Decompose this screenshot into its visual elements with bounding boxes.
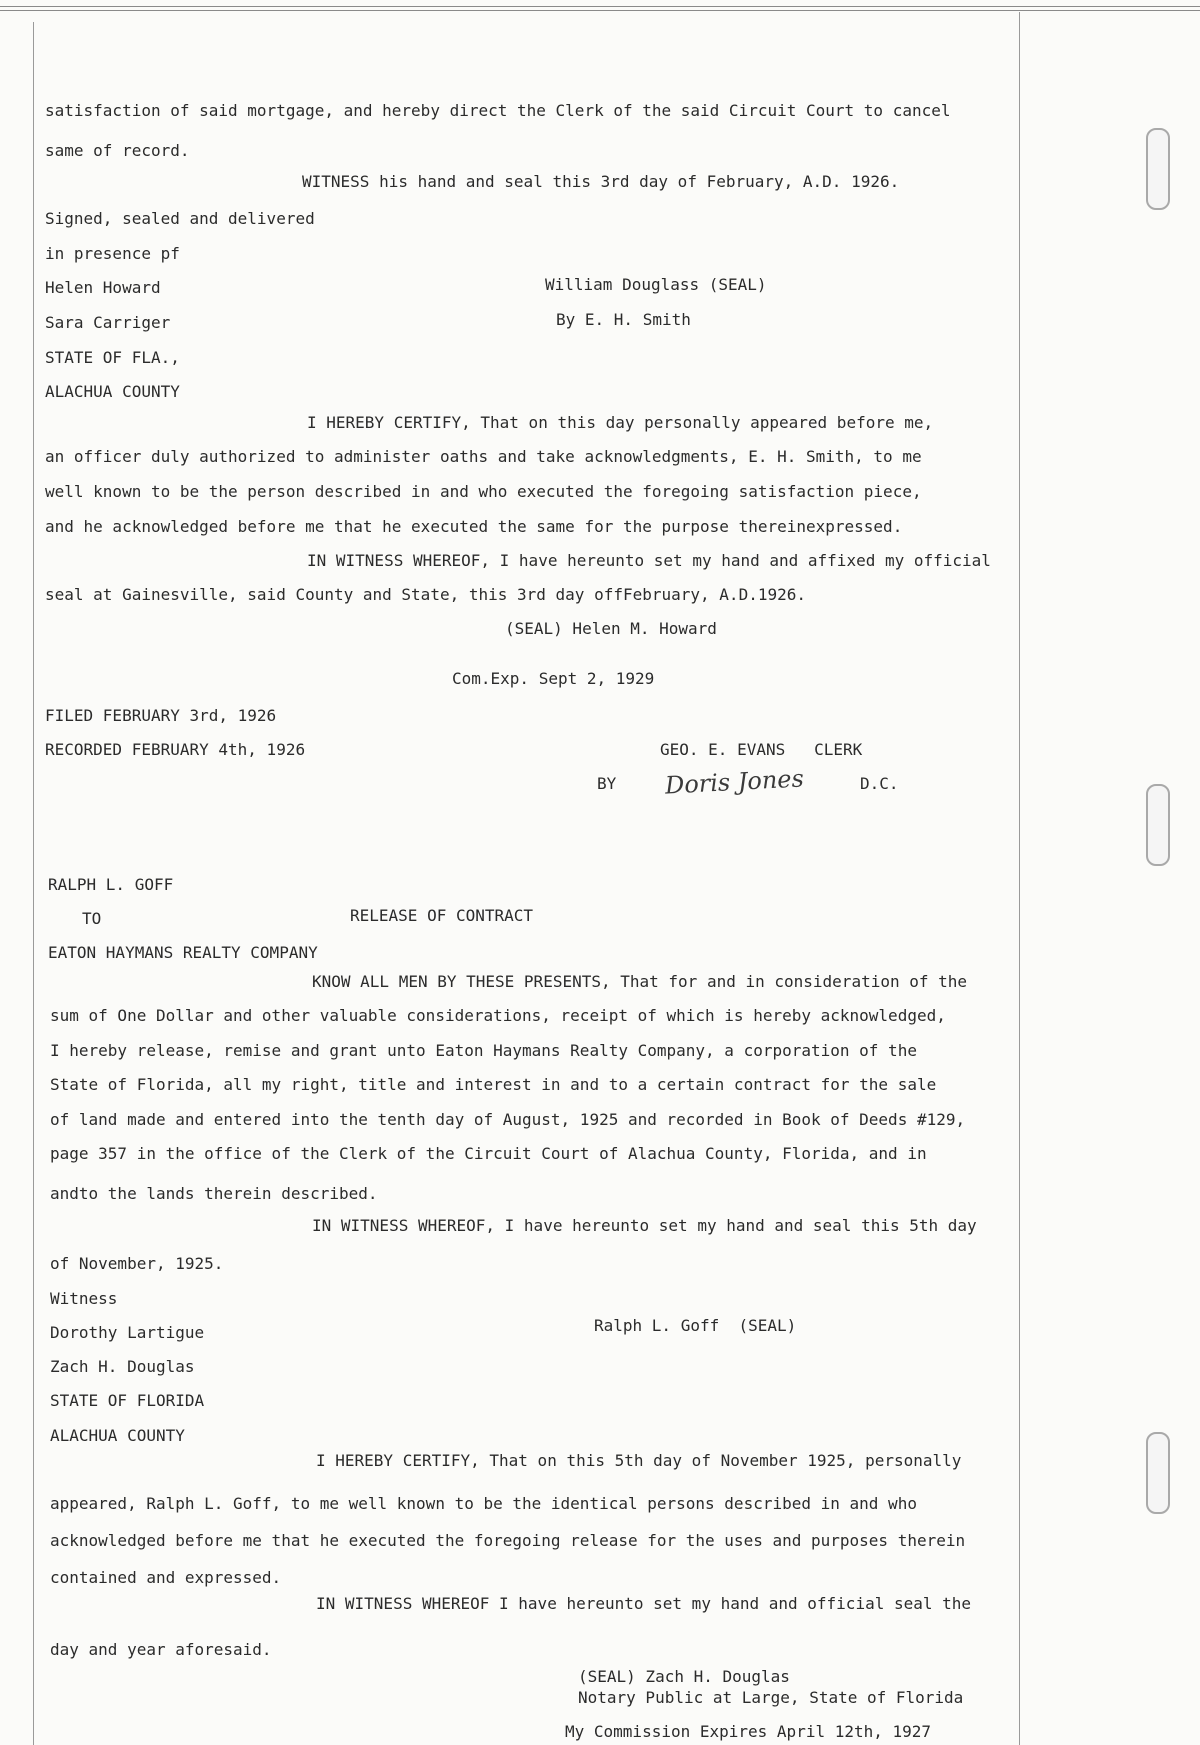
right-margin-line <box>1019 12 1020 1745</box>
release-line-8: IN WITNESS WHEREOF, I have hereunto set my hand and seal this 5th day <box>312 1216 977 1235</box>
release-line-1: KNOW ALL MEN BY THESE PRESENTS, That for and in consideration of the <box>312 972 968 991</box>
release-line-3: I hereby release, remise and grant unto Eaton Haymans Realty Company, a corporation of the <box>50 1041 917 1060</box>
clerk-name: GEO. E. EVANS CLERK <box>660 740 863 759</box>
release-line-4: State of Florida, all my right, title and interest in and to a certain contract for the sale <box>50 1075 937 1094</box>
top-border-line-2 <box>0 10 1200 11</box>
certify-line-4: and he acknowledged before me that he executed the same for the purpose thereinexpressed. <box>45 517 903 536</box>
signed-by-agent: By E. H. Smith <box>556 310 691 329</box>
to-label: TO <box>82 909 102 928</box>
release-line-5: of land made and entered into the tenth day of August, 1925 and recorded in Book of Deeds #129, <box>50 1110 966 1129</box>
certify2-line-6: day and year aforesaid. <box>50 1640 272 1659</box>
top-border-line <box>0 6 1200 7</box>
certify-line-6: seal at Gainesville, said County and State, this 3rd day offFebruary, A.D.1926. <box>45 585 806 604</box>
left-margin-line <box>33 22 34 1745</box>
release-line-2: sum of One Dollar and other valuable considerations, receipt of which is hereby acknowledged, <box>50 1006 946 1025</box>
filed-date: FILED FEBRUARY 3rd, 1926 <box>45 706 277 725</box>
notary2-commission: My Commission Expires April 12th, 1927 <box>565 1722 932 1741</box>
certify2-line-1: I HEREBY CERTIFY, That on this 5th day of November 1925, personally <box>316 1451 962 1470</box>
certify-line-1: I HEREBY CERTIFY, That on this day personally appeared before me, <box>307 413 934 432</box>
release-line-9: of November, 1925. <box>50 1254 224 1273</box>
signer-name: William Douglass (SEAL) <box>545 275 767 294</box>
certify2-line-2: appeared, Ralph L. Goff, to me well known to be the identical persons described in and who <box>50 1494 917 1513</box>
commission-expiry: Com.Exp. Sept 2, 1929 <box>452 669 655 688</box>
witness-name-2: Sara Carriger <box>45 313 171 332</box>
county-heading-2: ALACHUA COUNTY <box>50 1426 185 1445</box>
satisfaction-line-1: satisfaction of said mortgage, and hereby direct the Clerk of the said Circuit Court to cancel <box>45 101 951 120</box>
in-presence-line: in presence pf <box>45 244 180 263</box>
signed-sealed-line: Signed, sealed and delivered <box>45 209 315 228</box>
certify-line-3: well known to be the person described in and who executed the foregoing satisfaction piece, <box>45 482 922 501</box>
release-line-6: page 357 in the office of the Clerk of the Circuit Court of Alachua County, Florida, and in <box>50 1144 927 1163</box>
certify2-line-4: contained and expressed. <box>50 1568 282 1587</box>
binder-hole-1 <box>1146 128 1170 210</box>
binder-hole-3 <box>1146 1432 1170 1514</box>
deputy-clerk-label: D.C. <box>860 774 899 793</box>
by-label: BY <box>597 774 617 793</box>
satisfaction-line-2: same of record. <box>45 141 190 160</box>
release-line-7: andto the lands therein described. <box>50 1184 378 1203</box>
witness-name-1b: Dorothy Lartigue <box>50 1323 205 1342</box>
witness-heading: Witness <box>50 1289 118 1308</box>
state-heading-2: STATE OF FLORIDA <box>50 1391 205 1410</box>
binder-hole-2 <box>1146 784 1170 866</box>
certify-line-2: an officer duly authorized to administer oaths and take acknowledgments, E. H. Smith, to me <box>45 447 922 466</box>
witness-name-1: Helen Howard <box>45 278 161 297</box>
notary2-name: (SEAL) Zach H. Douglas <box>578 1667 790 1686</box>
state-heading: STATE OF FLA., <box>45 348 180 367</box>
deputy-clerk-signature: Doris Jones <box>664 764 805 800</box>
certify2-line-3: acknowledged before me that he executed the foregoing release for the uses and purposes therein <box>50 1531 966 1550</box>
certify-line-5: IN WITNESS WHEREOF, I have hereunto set my hand and affixed my official <box>307 551 991 570</box>
document-title: RELEASE OF CONTRACT <box>350 906 534 925</box>
certify2-line-5: IN WITNESS WHEREOF I have hereunto set my hand and official seal the <box>316 1594 972 1613</box>
witness-name-2b: Zach H. Douglas <box>50 1357 195 1376</box>
notary-signature: (SEAL) Helen M. Howard <box>505 619 717 638</box>
notary2-title: Notary Public at Large, State of Florida <box>578 1688 964 1707</box>
grantor-signature: Ralph L. Goff (SEAL) <box>594 1316 797 1335</box>
witness-clause: WITNESS his hand and seal this 3rd day of February, A.D. 1926. <box>302 172 900 191</box>
county-heading: ALACHUA COUNTY <box>45 382 180 401</box>
recorded-date: RECORDED FEBRUARY 4th, 1926 <box>45 740 306 759</box>
grantor-name: RALPH L. GOFF <box>48 875 174 894</box>
grantee-name: EATON HAYMANS REALTY COMPANY <box>48 943 318 962</box>
